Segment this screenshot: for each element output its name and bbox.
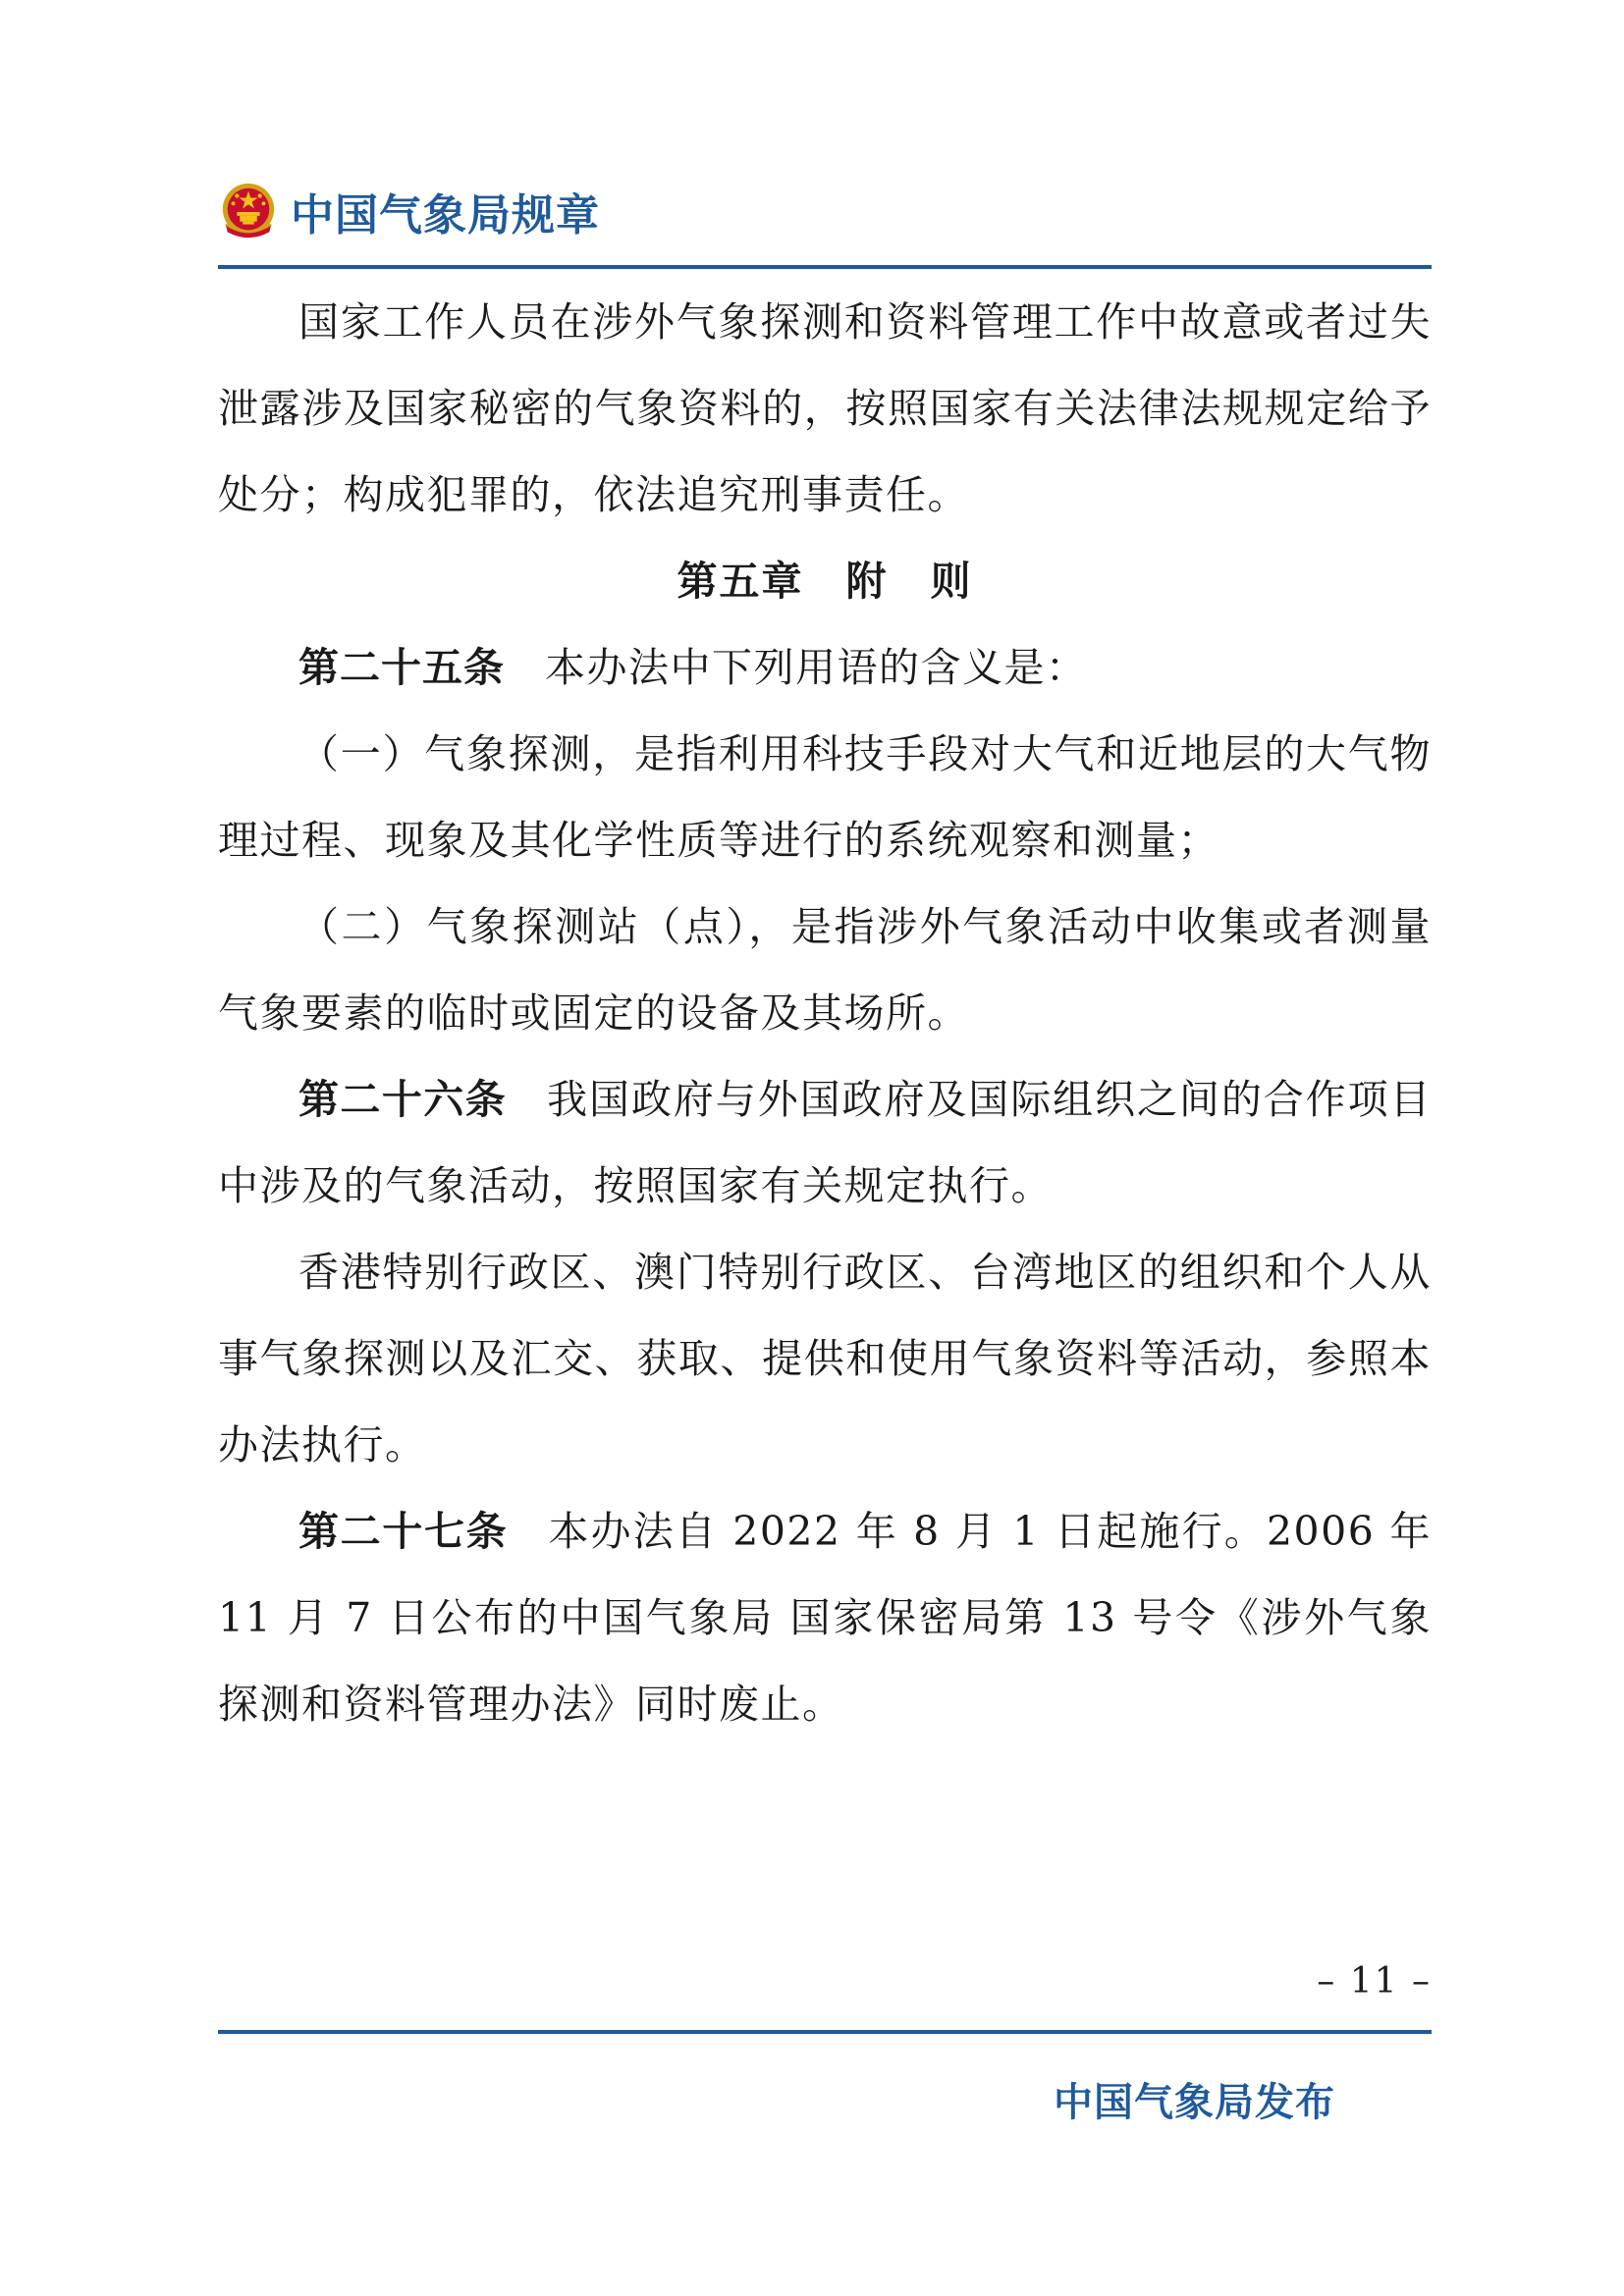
paragraph-penalty: 国家工作人员在涉外气象探测和资料管理工作中故意或者过失泄露涉及国家秘密的气象资料的，按照国家有关法律法规规定给予处分；构成犯罪的，依法追究刑事责任。 — [218, 298, 1432, 518]
article-27-text: 本办法自 2022 年 8 月 1 日起施行。2006 年 11 月 7 日公布的中国气象局 国家保密局第 13 号令《涉外气象探测和资料管理办法》同时废止。 — [218, 1508, 1432, 1728]
definition-2: （二）气象探测站（点），是指涉外气象活动中收集或者测量气象要素的临时或固定的设备及其场所。 — [218, 903, 1432, 1037]
header-divider — [218, 265, 1432, 269]
article-27 — [218, 1488, 1432, 1747]
paragraph-hk-macao-taiwan: 香港特别行政区、澳门特别行政区、台湾地区的组织和个人从事气象探测以及汇交、获取、提供和使用气象资料等活动，参照本办法执行。 — [218, 1249, 1432, 1468]
national-emblem-icon — [218, 181, 279, 241]
article-26-text: 我国政府与外国政府及国际组织之间的合作项目中涉及的气象活动，按照国家有关规定执行。 — [218, 1076, 1433, 1209]
page-number: – 11 – — [1317, 1961, 1432, 2002]
footer-divider — [218, 2030, 1432, 2034]
article-25-heading: 第二十五条 — [298, 644, 505, 691]
footer-publisher: 中国气象局发布 — [1054, 2080, 1335, 2125]
article-25 — [218, 624, 1432, 711]
page-header — [218, 177, 600, 245]
article-27-heading: 第二十七条 — [298, 1508, 509, 1555]
document-body — [218, 279, 1432, 1747]
article-26-heading: 第二十六条 — [298, 1076, 508, 1123]
chapter-title: 第五章 附 则 — [677, 558, 973, 605]
article-26 — [218, 1056, 1432, 1229]
definition-1: （一）气象探测，是指利用科技手段对大气和近地层的大气物理过程、现象及其化学性质等进行的系统观察和测量； — [218, 730, 1432, 864]
article-25-text: 本办法中下列用语的含义是： — [545, 644, 1088, 691]
header-title: 中国气象局规章 — [291, 190, 600, 240]
